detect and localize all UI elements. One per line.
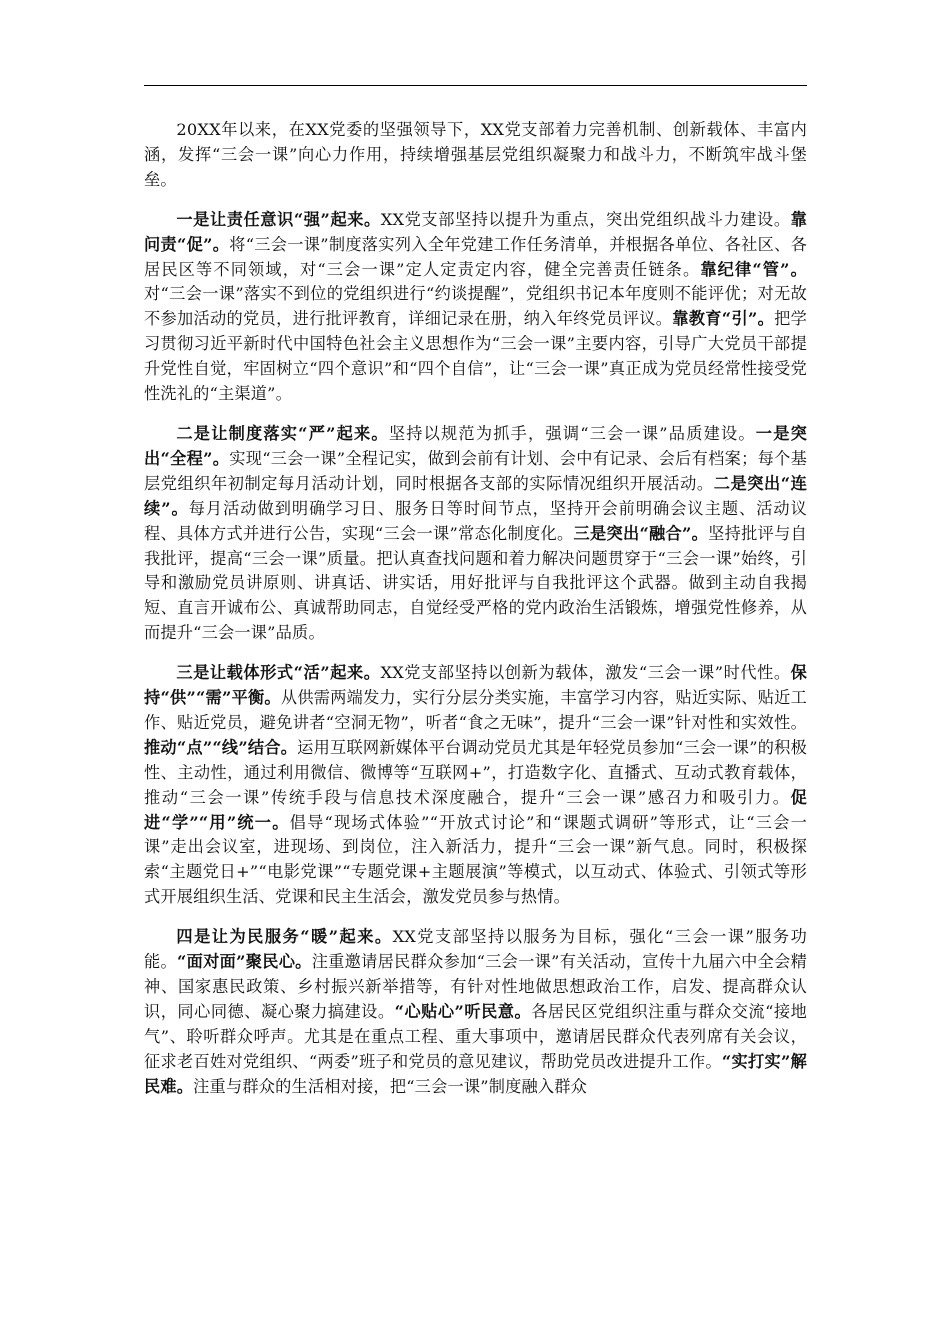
section-4-subheading: “实打实”解民难。 — [144, 1051, 808, 1096]
section-4-paragraph: 四是让为民服务“暖”起来。XX党支部坚持以服务为目标，强化“三会一课”服务功能。“面对面”聚民心。注重邀请居民群众参加“三会一课”有关活动，宣传十九届六中全会精神、国家惠民政策、乡村振兴新举措等，有针对性地做思想政治工作，启发、提高群众认识，同心同德、凝心聚力搞建设。“心贴心”听民意。各居民区党组织注重与群众交流“接地气”、聆听群众呼声。尤其是在重点工程、重大事项中，邀请居民群众代表列席有关会议，征求老百姓对党组织、“两委”班子和党员的意见建议，帮助党员改进提升工作。“实打实”解民难。注重与群众的生活相对接，把“三会一课”制度融入群众 — [144, 927, 808, 1096]
section-1-subheading: 靠纪律“管”。 — [700, 259, 807, 279]
section-4-subheading: “面对面”聚民心。 — [177, 952, 312, 972]
section-4-subheading: “心贴心”听民意。 — [394, 1001, 532, 1021]
section-1-subheading: 靠问责“促”。 — [144, 209, 807, 254]
section-3-paragraph: 三是让载体形式“活”起来。XX党支部坚持以创新为载体，激发“三会一课”时代性。保持“供”“需”平衡。从供需两端发力，实行分层分类实施，丰富学习内容，贴近实际、贴近工作、贴近党员，避免讲者“空洞无物”，听者“食之无味”，提升“三会一课”针对性和实效性。推动“点”“线”结合。运用互联网新媒体平台调动党员尤其是年轻党员参加“三会一课”的积极性、主动性，通过利用微信、微博等“互联网+”，打造数字化、直播式、互动式教育载体，推动“三会一课”传统手段与信息技术深度融合，提升“三会一课”感召力和吸引力。促进“学”“用”统一。倡导“现场式体验”“开放式讨论”和“课题式调研”等形式，让“三会一课”走出会议室，进现场、到岗位，注入新活力，提升“三会一课”新气息。同时，积极探索“主题党日+”“电影党课”“专题党课+主题展演”等模式，以互动式、体验式、引领式等形式开展组织生活、党课和民主生活会，激发党员参与热情。 — [144, 663, 808, 907]
section-2-subheading: 二是突出“连续”。 — [144, 473, 807, 518]
section-4-heading: 四是让为民服务“暖”起来。 — [176, 927, 393, 947]
section-1-heading: 一是让责任意识“强”起来。 — [176, 209, 381, 229]
section-1-subheading: 靠教育“引”。 — [672, 309, 775, 329]
section-3-subheading: 保持“供”“需”平衡。 — [144, 663, 807, 708]
section-2-heading: 二是让制度落实“严”起来。 — [176, 423, 389, 443]
section-3-subheading: 推动“点”“线”结合。 — [144, 737, 298, 757]
section-2-subheading: 一是突出“全程”。 — [144, 423, 807, 468]
header-rule — [144, 85, 807, 86]
section-2-paragraph: 二是让制度落实“严”起来。坚持以规范为抓手，强调“三会一课”品质建设。一是突出“全程”。实现“三会一课”全程记实，做到会前有计划、会中有记录、会后有档案；每个基层党组织年初制定每月活动计划，同时根据各支部的实际情况组织开展活动。二是突出“连续”。每月活动做到明确学习日、服务日等时间节点，坚持开会前明确会议主题、活动议程、具体方式并进行公告，实现“三会一课”常态化制度化。三是突出“融合”。坚持批评与自我批评，提高“三会一课”质量。把认真查找问题和着力解决问题贯穿于“三会一课”始终，引导和激励党员讲原则、讲真话、讲实话，用好批评与自我批评这个武器。做到主动自我揭短、直言开诚布公、真诚帮助同志，自觉经受严格的党内政治生活锻炼，增强党性修养，从而提升“三会一课”品质。 — [144, 423, 808, 643]
section-3-heading: 三是让载体形式“活”起来。 — [176, 663, 381, 683]
intro-paragraph: 20XX年以来，在XX党委的坚强领导下，XX党支部着力完善机制、创新载体、丰富内涵，发挥“三会一课”向心力作用，持续增强基层党组织凝聚力和战斗力，不断筑牢战斗堡垒。 — [144, 120, 807, 189]
section-3-subheading: 促进“学”“用”统一。 — [144, 787, 807, 832]
section-2-subheading: 三是突出“融合”。 — [573, 523, 709, 543]
document-body — [144, 118, 807, 1100]
section-1-paragraph: 一是让责任意识“强”起来。XX党支部坚持以提升为重点，突出党组织战斗力建设。靠问责“促”。将“三会一课”制度落实列入全年党建工作任务清单，并根据各单位、各社区、各居民区等不同领域，对“三会一课”定人定责定内容，健全完善责任链条。靠纪律“管”。对“三会一课”落实不到位的党组织进行“约谈提醒”，党组织书记本年度则不能评优；对无故不参加活动的党员，进行批评教育，详细记录在册，纳入年终党员评议。靠教育“引”。把学习贯彻习近平新时代中国特色社会主义思想作为“三会一课”主要内容，引导广大党员干部提升党性自觉，牢固树立“四个意识”和“四个自信”，让“三会一课”真正成为党员经常性接受党性洗礼的“主渠道”。 — [144, 209, 807, 404]
